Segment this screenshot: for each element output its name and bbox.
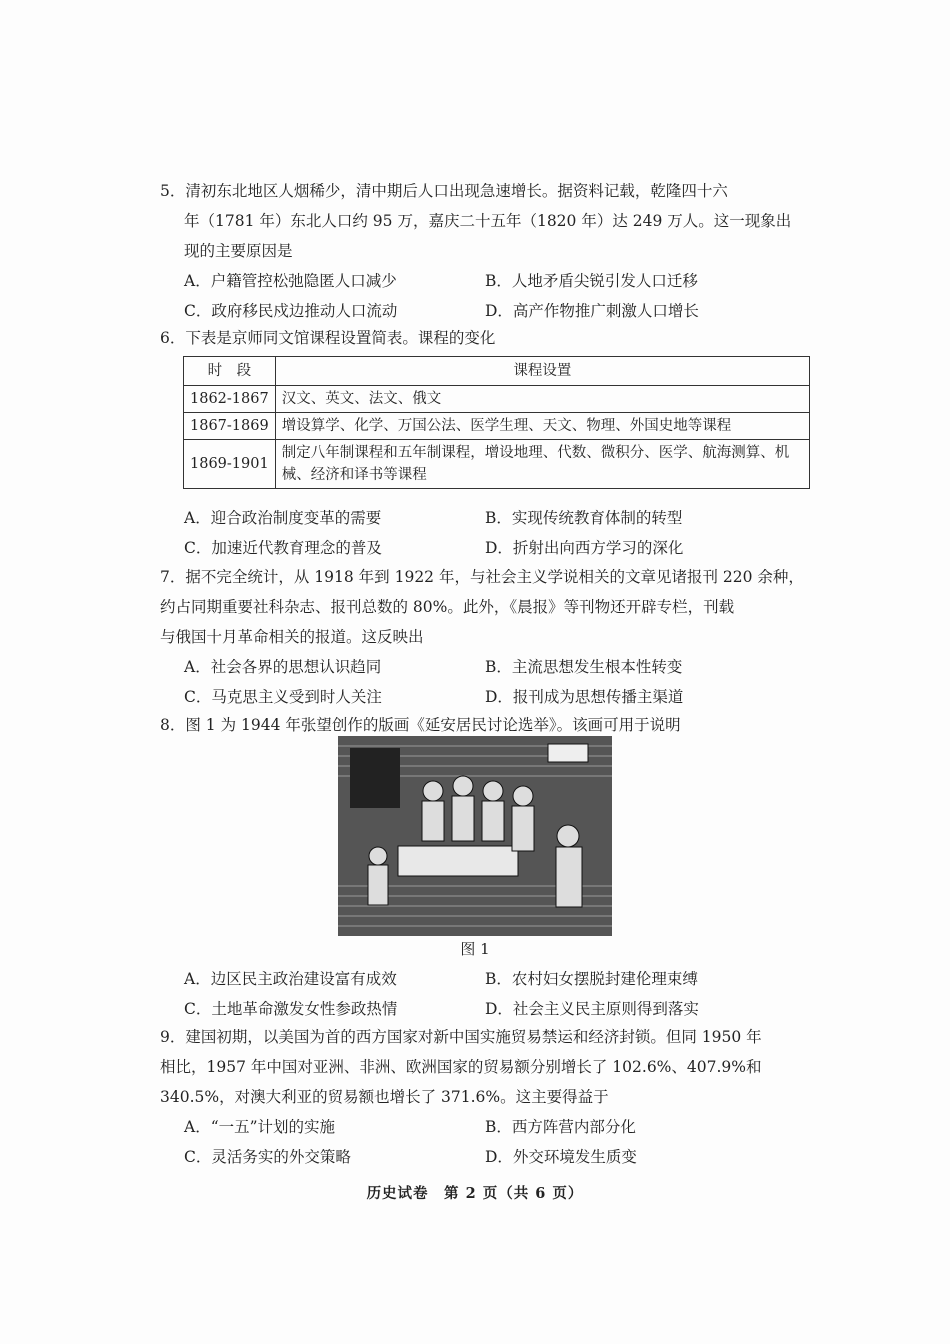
question-5-option-a: A．户籍管控松弛隐匿人口减少 [184,272,397,290]
question-7-options-row-1 [160,652,810,682]
table-shape [398,846,518,876]
question-6-option-b: B．实现传统教育体制的转型 [485,509,683,527]
question-9-option-b: B．西方阵营内部分化 [485,1118,636,1136]
question-9-option-a: A．“一五”计划的实施 [184,1118,336,1136]
question-6-options-row-2 [160,533,810,563]
row-courses: 制定八年制课程和五年制课程，增设地理、代数、微积分、医学、航海测算、机械、经济和译书等课程 [275,440,809,489]
table-row [184,413,810,440]
header-period: 时 段 [184,357,276,386]
question-7-line-1: 7．据不完全统计，从 1918 年到 1922 年，与社会主义学说相关的文章见诸报刊 220 余种， [160,568,804,586]
question-7-option-d: D．报刊成为思想传播主渠道 [485,688,684,706]
question-9-option-d: D．外交环境发生质变 [485,1148,637,1166]
question-5-line-1: 5．清初东北地区人烟稀少，清中期后人口出现急速增长。据资料记载，乾隆四十六 [160,182,728,200]
question-7-line-3: 与俄国十月革命相关的报道。这反映出 [160,628,424,646]
question-7-option-c: C．马克思主义受到时人关注 [184,688,382,706]
question-6-stem-text: 6．下表是京师同文馆课程设置简表。课程的变化 [160,329,496,347]
question-5-line-2: 年（1781 年）东北人口约 95 万，嘉庆二十五年（1820 年）达 249 万人。这一现象出 [184,212,792,230]
question-8-options [160,964,810,1024]
question-5-option-b: B．人地矛盾尖锐引发人口迁移 [485,272,698,290]
question-8-option-a: A．边区民主政治建设富有成效 [184,970,397,988]
table-row [184,386,810,413]
question-8-option-b: B．农村妇女摆脱封建伦理束缚 [485,970,698,988]
question-5 [160,176,810,326]
question-6-option-d: D．折射出向西方学习的深化 [485,539,684,557]
table-row [184,440,810,489]
question-6-options-row-1 [160,503,810,533]
question-5-line-3: 现的主要原因是 [184,242,293,260]
question-9-options-row-2 [160,1142,810,1172]
row-period: 1869-1901 [184,440,276,489]
question-5-options-row-1 [160,266,810,296]
blackboard [350,748,400,808]
question-8-options-row-1 [160,964,810,994]
question-8-stem-text: 8．图 1 为 1944 年张望创作的版画《延安居民讨论选举》。该画可用于说明 [160,716,681,734]
question-8-options-row-2 [160,994,810,1024]
question-7-options-row-2 [160,682,810,712]
question-8-option-c: C．土地革命激发女性参政热情 [184,1000,398,1018]
header-courses: 课程设置 [275,357,809,386]
question-7-option-b: B．主流思想发生根本性转变 [485,658,683,676]
question-6-options [160,503,810,563]
page-footer: 历史试卷 第 2 页（共 6 页） [366,1185,584,1202]
woodcut-print-figure [338,736,612,936]
question-9-options-row-1 [160,1112,810,1142]
row-courses: 汉文、英文、法文、俄文 [275,386,809,413]
course-table-header [184,357,810,386]
question-7-option-a: A．社会各界的思想认识趋同 [184,658,382,676]
question-5-option-d: D．高产作物推广刺激人口增长 [485,302,699,320]
question-6-option-a: A．迎合政治制度变革的需要 [184,509,382,527]
question-7 [160,562,810,712]
question-9-option-c: C．灵活务实的外交策略 [184,1148,351,1166]
question-8-option-d: D．社会主义民主原则得到落实 [485,1000,699,1018]
question-6-option-c: C．加速近代教育理念的普及 [184,539,382,557]
question-7-line-2: 约占同期重要社科杂志、报刊总数的 80%。此外，《晨报》等刊物还开辟专栏，刊载 [160,598,735,616]
row-period: 1867-1869 [184,413,276,440]
question-5-option-c: C．政府移民戍边推动人口流动 [184,302,398,320]
figure-caption: 图 1 [460,940,490,958]
question-9-line-3: 340.5%，对澳大利亚的贸易额也增长了 371.6%。这主要得益于 [160,1088,609,1106]
question-9-line-2: 相比，1957 年中国对亚洲、非洲、欧洲国家的贸易额分别增长了 102.6%、407.9%和 [160,1058,762,1076]
course-table [183,356,810,489]
window-shape [548,744,588,762]
row-courses: 增设算学、化学、万国公法、医学生理、天文、物理、外国史地等课程 [275,413,809,440]
question-5-options-row-2 [160,296,810,326]
row-period: 1862-1867 [184,386,276,413]
question-9-line-1: 9．建国初期，以美国为首的西方国家对新中国实施贸易禁运和经济封锁。但同 1950 年 [160,1028,762,1046]
question-9 [160,1022,810,1172]
question-6-stem [160,323,810,353]
